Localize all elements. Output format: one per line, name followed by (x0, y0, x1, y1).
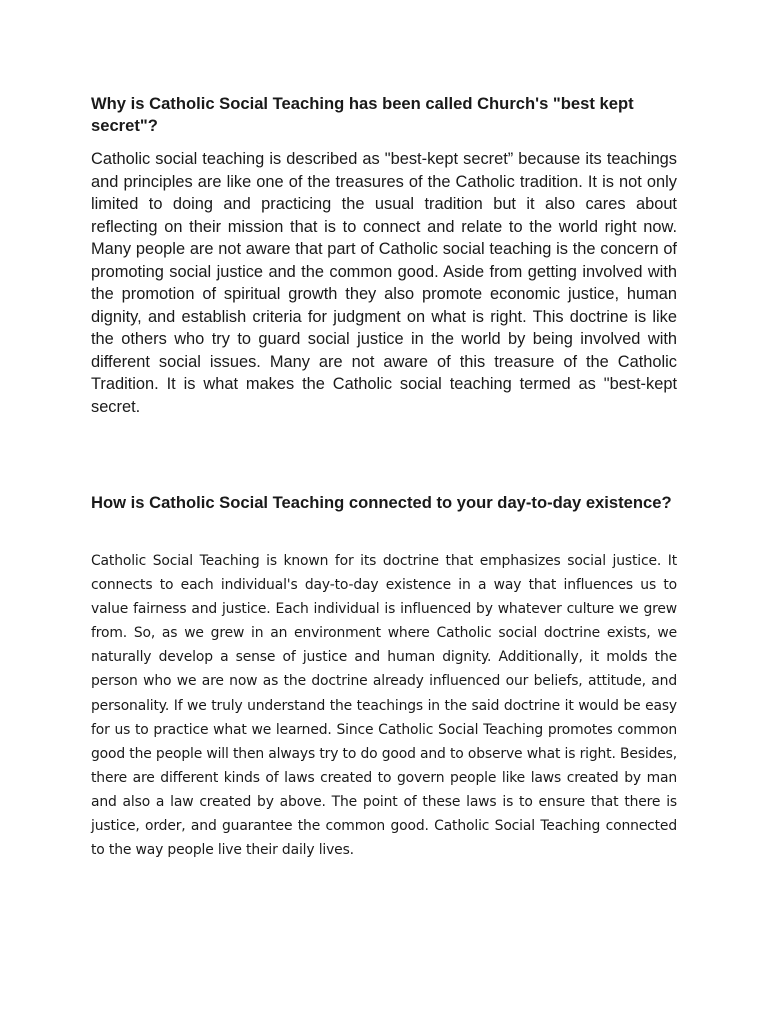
question-heading-1: Why is Catholic Social Teaching has been called Church's "best kept secret"? (91, 94, 634, 135)
answer-paragraph-1: Catholic social teaching is described as "best-kept secret” because its teachings and principles are like one of the treasures of the Catholic tradition. It is not only limited to doing and practicing the usual tradition but it also cares about reflecting on their mission that is to connect and relate to the world right now. Many people are not aware that part of Catholic social teaching is the concern of promoting social justice and the common good. Aside from getting involved with the promotion of spiritual growth they also promote economic justice, human dignity, and establish criteria for judgment on what is right. This doctrine is like the others who try to guard social justice in the world by being involved with different social issues. Many are not aware of this treasure of the Catholic Tradition. It is what makes the Catholic social teaching termed as "best-kept secret. (91, 150, 677, 416)
answer-paragraph-2: Catholic Social Teaching is known for its doctrine that emphasizes social justice. It connects to each individual's day-to-day existence in a way that influences us to value fairness and justice. Each individual is influenced by whatever culture we grew from. So, as we grew in an environment where Catholic social doctrine exists, we naturally develop a sense of justice and human dignity. Additionally, it molds the person who we are now as the doctrine already influenced our beliefs, attitude, and personality. If we truly understand the teachings in the said doctrine it would be easy for us to practice what we learned. Since Catholic Social Teaching promotes common good the people will then always try to do good and to observe what is right. Besides, there are different kinds of laws created to govern people like laws created by man and also a law created by above. The point of these laws is to ensure that there is justice, order, and guarantee the common good. Catholic Social Teaching connected to the way people live their daily lives. (91, 553, 677, 859)
question-heading-2: How is Catholic Social Teaching connected to your day-to-day existence? (91, 493, 672, 512)
